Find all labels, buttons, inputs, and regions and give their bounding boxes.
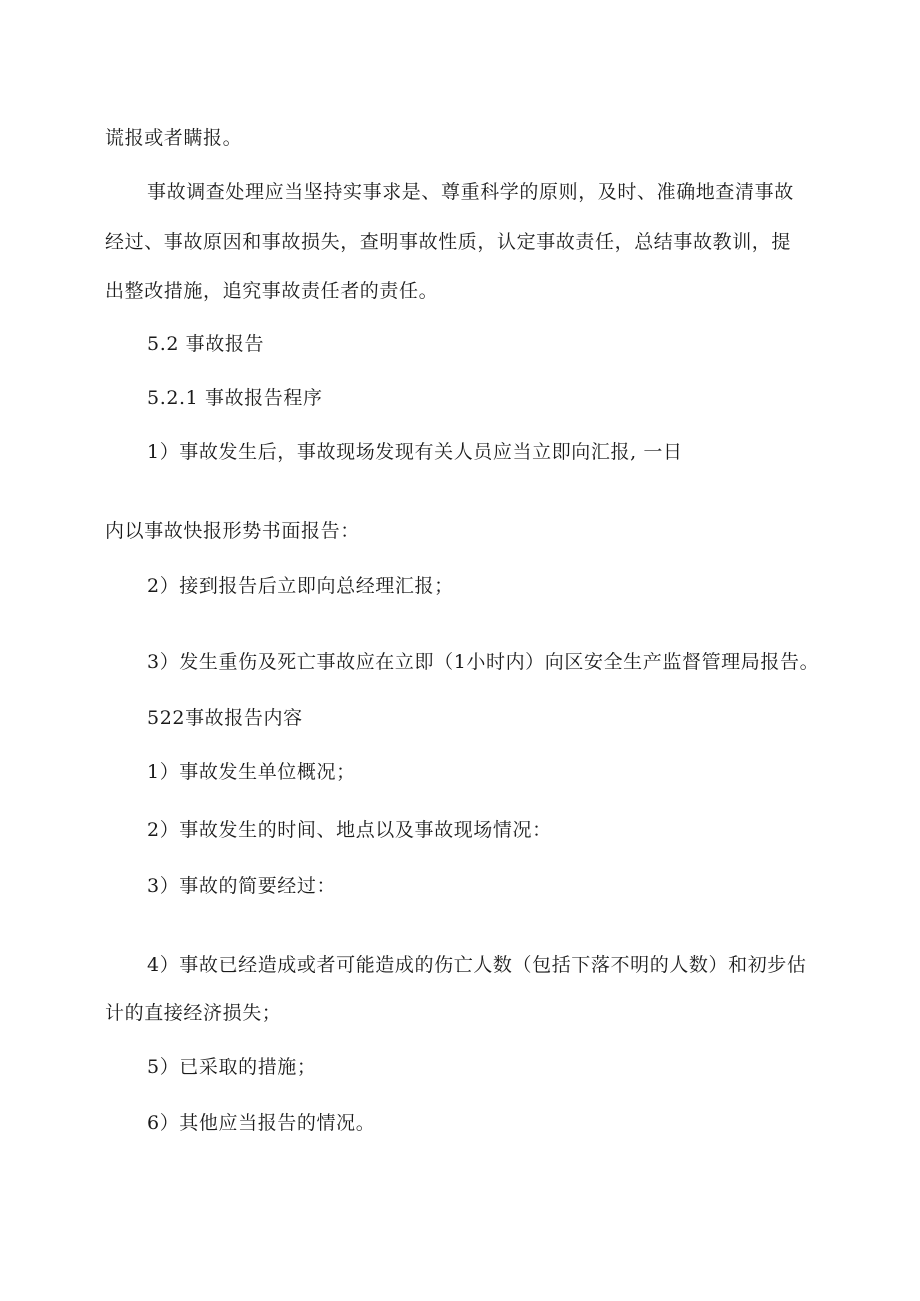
content-item-4: 4）事故已经造成或者可能造成的伤亡人数（包括下落不明的人数）和初步估 (147, 954, 807, 976)
subsection-heading-5-2-1: 5.2.1 事故报告程序 (147, 387, 323, 409)
paragraph-line-2: 事故调查处理应当坚持实事求是、尊重科学的原则，及时、准确地查清事故 (147, 181, 794, 203)
paragraph-line-4: 出整改措施，追究事故责任者的责任。 (105, 280, 439, 302)
list-item-2: 2）接到报告后立即向总经理汇报； (147, 575, 454, 597)
list-item-1-continued: 内以事故快报形势书面报告： (105, 520, 360, 542)
content-item-2: 2）事故发生的时间、地点以及事故现场情况： (147, 819, 552, 841)
content-item-5: 5）已采取的措施； (147, 1056, 317, 1078)
section-heading-5-2: 5.2 事故报告 (147, 333, 265, 355)
content-item-1: 1）事故发生单位概况； (147, 761, 356, 783)
content-item-3: 3）事故的简要经过： (147, 875, 337, 897)
subsection-heading-5-2-2: 522事故报告内容 (147, 707, 303, 729)
content-item-6: 6）其他应当报告的情况。 (147, 1112, 376, 1134)
paragraph-line-1: 谎报或者瞒报。 (105, 127, 243, 149)
paragraph-line-3: 经过、事故原因和事故损失，查明事故性质，认定事故责任，总结事故教训，提 (105, 231, 792, 253)
list-item-3: 3）发生重伤及死亡事故应在立即（1小时内）向区安全生产监督管理局报告。 (147, 651, 820, 673)
content-item-4-continued: 计的直接经济损失； (105, 1002, 282, 1024)
list-item-1: 1）事故发生后，事故现场发现有关人员应当立即向汇报, 一日 (147, 441, 683, 463)
